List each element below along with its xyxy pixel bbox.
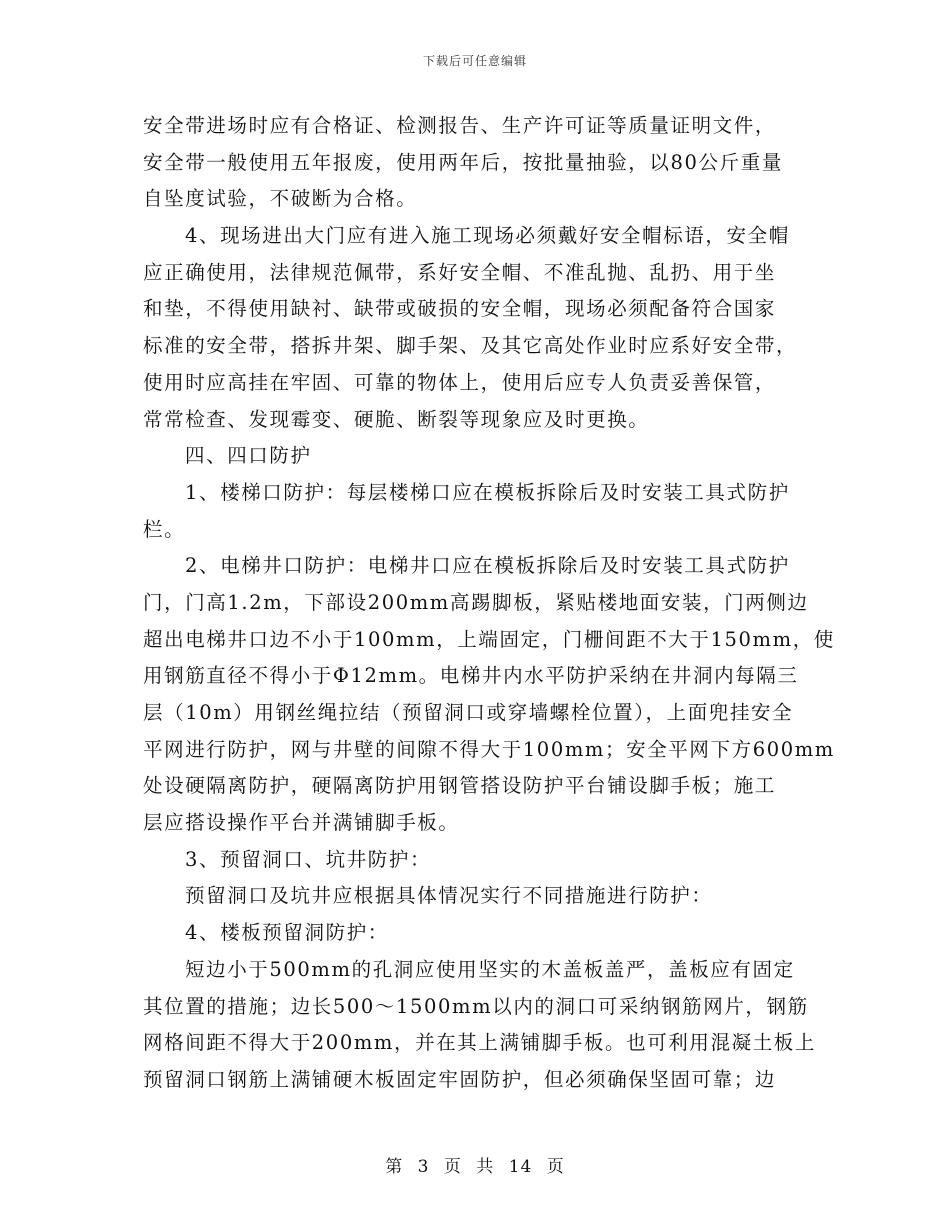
footer-current-page: 3 [417,1157,430,1177]
header-note: 下载后可任意编辑 [422,54,527,68]
text-line: 层（10m）用钢丝绳拉结（预留洞口或穿墙螺栓位置），上面兜挂安全 [143,701,794,724]
text-line: 用钢筋直径不得小于Φ12mm。电梯井内水平防护采纳在井洞内每隔三 [143,664,799,688]
text-line: 安全带一般使用五年报废，使用两年后，按批量抽验，以80公斤重量 [143,150,783,174]
document-body [143,108,835,1099]
text-line: 标准的安全带，搭拆井架、脚手架、及其它高处作业时应系好安全带， [143,334,798,358]
footer-total-pages: 14 [508,1157,533,1177]
text-line: 超出电梯井口边不小于100mm，上端固定，门栅间距不大于150mm，使 [143,627,835,651]
text-line: 网格间距不得大于200mm，并在其上满铺脚手板。也可利用混凝土板上 [143,1031,817,1055]
text-line: 常常检查、发现霉变、硬脆、断裂等现象应及时更换。 [143,407,650,431]
text-line: 平网进行防护，网与井壁的间隙不得大于100mm；安全平网下方600mm [143,737,835,761]
text-line: 自坠度试验，不破断为合格。 [143,187,418,211]
text-line: 1、楼梯口防护：每层楼梯口应在模板拆除后及时安装工具式防护 [185,480,790,504]
footer-prefix: 第 [385,1157,404,1177]
text-line: 4、现场进出大门应有进入施工现场必须戴好安全帽标语，安全帽 [185,224,790,248]
text-line: 预留洞口及坑井应根据具体情况实行不同措施进行防护： [185,884,713,908]
text-line: 门，门高1.2m，下部设200mm高踢脚板，紧贴楼地面安装，门两侧边 [143,590,809,614]
text-line: 处设硬隔离防护，硬隔离防护用钢管搭设防护平台铺设脚手板；施工 [143,774,777,798]
footer-page-word: 页 [443,1157,462,1177]
text-line: 3、预留洞口、坑井防护： [185,847,432,871]
page-footer [0,1152,950,1177]
text-line: 和垫，不得使用缺衬、缺带或破损的安全帽，现场必须配备符合国家 [143,297,777,321]
text-line: 应正确使用，法律规范佩带，系好安全帽、不准乱抛、乱扔、用于坐 [143,260,777,284]
footer-total-word: 共 [476,1157,495,1177]
text-line: 预留洞口钢筋上满铺硬木板固定牢固防护，但必须确保坚固可靠；边 [143,1067,777,1091]
text-line: 四、四口防护 [185,444,312,468]
text-line: 栏。 [143,517,186,541]
footer-suffix: 页 [546,1157,565,1177]
text-line: 短边小于500mm的孔洞应使用坚实的木盖板盖严，盖板应有固定 [185,957,795,981]
text-line: 4、楼板预留洞防护： [185,921,389,945]
text-line: 安全带进场时应有合格证、检测报告、生产许可证等质量证明文件， [143,114,777,137]
text-line: 2、电梯井口防护：电梯井口应在模板拆除后及时安装工具式防护 [185,554,790,578]
text-line: 使用时应高挂在牢固、可靠的物体上，使用后应专人负责妥善保管， [143,370,777,394]
text-line: 层应搭设操作平台并满铺脚手板。 [143,811,460,835]
text-line: 其位置的措施；边长500～1500mm以内的洞口可采纳钢筋网片，钢筋 [143,994,809,1018]
